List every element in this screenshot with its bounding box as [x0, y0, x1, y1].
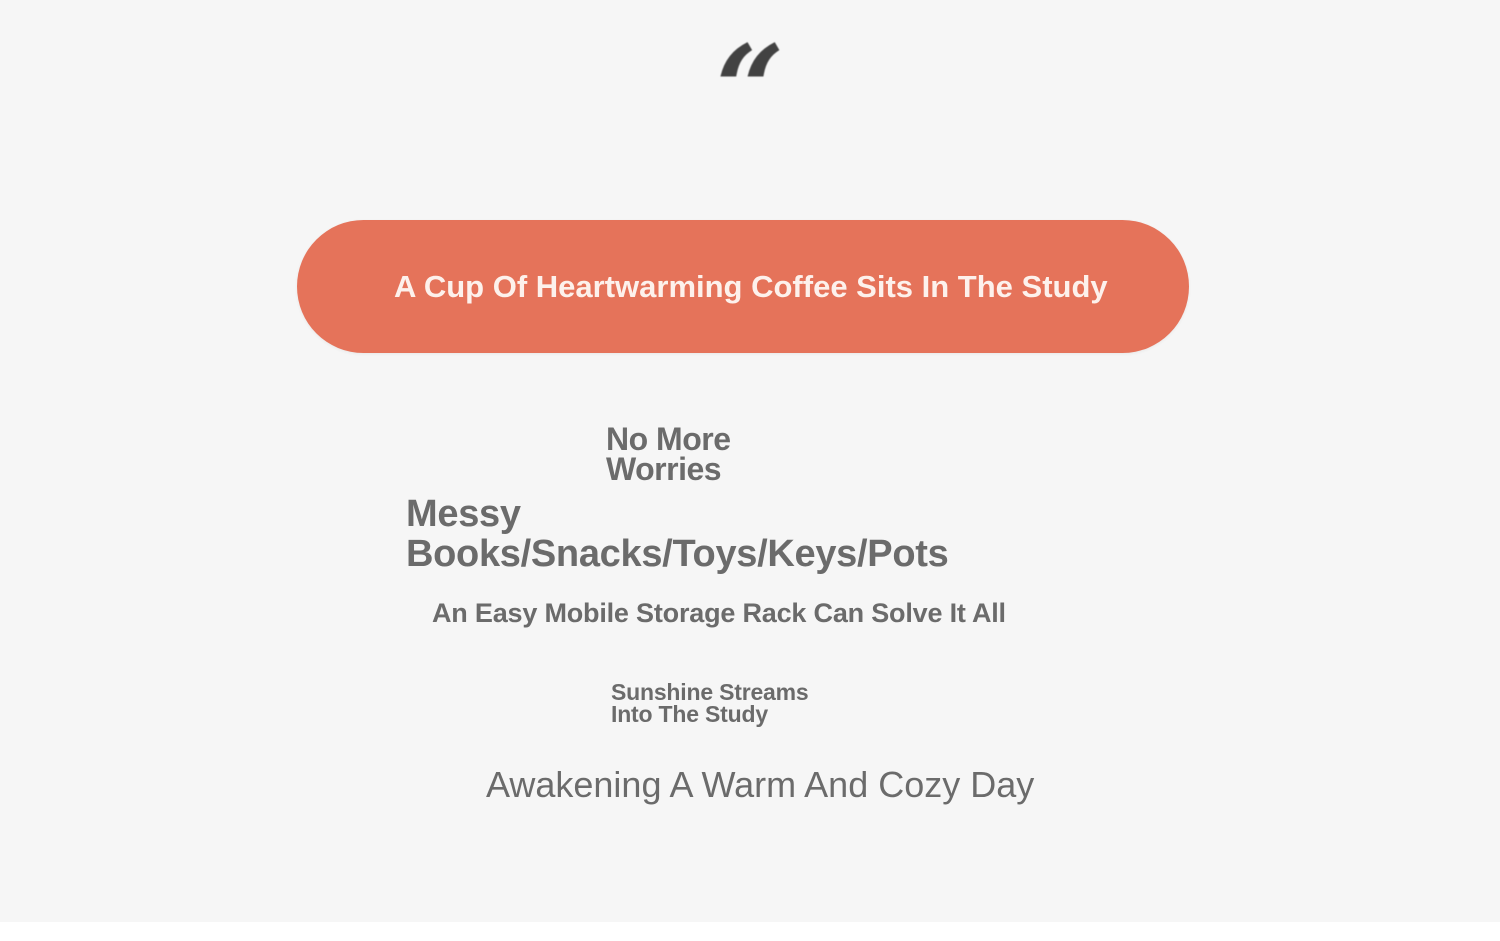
- sunshine-line-2: Into The Study: [611, 701, 768, 727]
- solution-text: An Easy Mobile Storage Rack Can Solve It All: [432, 598, 1006, 628]
- headline-line-1: No More: [606, 421, 731, 457]
- sunshine-line-1: Sunshine Streams: [611, 679, 809, 705]
- messy-items-text: [406, 494, 948, 574]
- sunshine-text: [611, 681, 808, 725]
- headline-no-more-worries: [606, 421, 731, 487]
- messy-line-1: Messy: [406, 493, 521, 535]
- closing-text: Awakening A Warm And Cozy Day: [486, 764, 1035, 805]
- bottom-edge: [0, 922, 1500, 941]
- headline-line-2: Worries: [606, 451, 722, 487]
- messy-line-2: Books/Snacks/Toys/Keys/Pots: [406, 533, 949, 575]
- banner-title: A Cup Of Heartwarming Coffee Sits In The Study: [394, 269, 1108, 304]
- quote-mark-icon: “: [715, 19, 785, 160]
